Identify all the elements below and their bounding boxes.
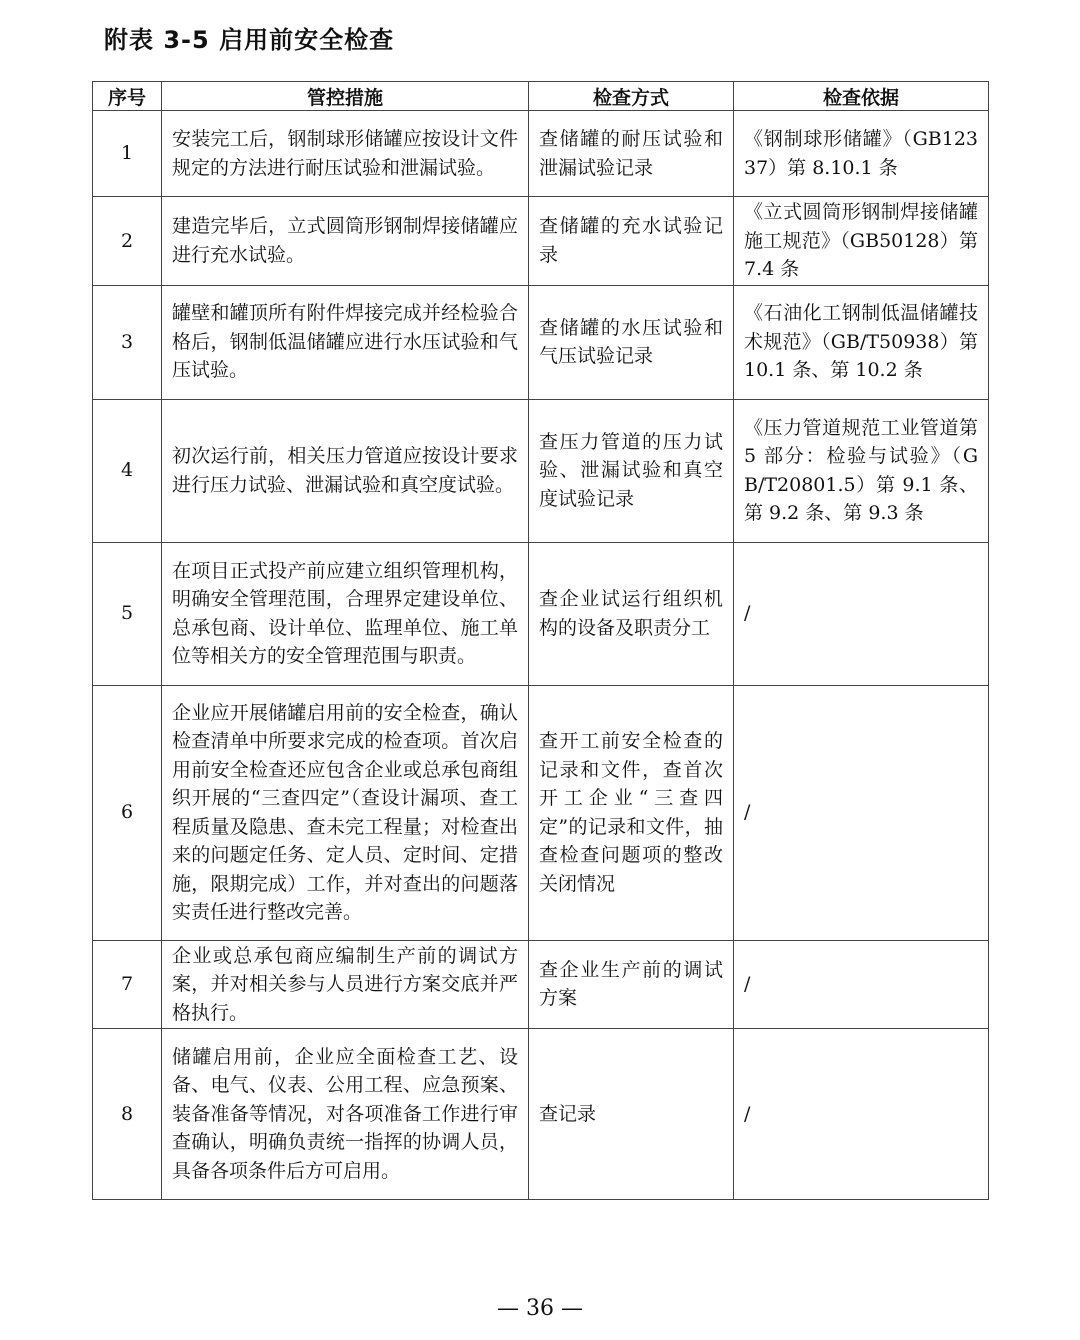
row-number: 1 [93,111,162,197]
check-basis: / [734,542,989,685]
check-method: 查储罐的水压试验和气压试验记录 [529,285,734,399]
table-row [93,197,989,286]
control-measure: 安装完工后，钢制球形储罐应按设计文件规定的方法进行耐压试验和泄漏试验。 [162,111,529,197]
check-basis: 《石油化工钢制低温储罐技术规范》（GB/T50938）第 10.1 条、第 10.2 条 [734,285,989,399]
row-number: 5 [93,542,162,685]
table-row [93,285,989,399]
row-number: 7 [93,940,162,1029]
header-measure: 管控措施 [162,82,529,111]
check-basis: / [734,685,989,940]
check-method: 查企业试运行组织机构的设备及职责分工 [529,542,734,685]
table-row [93,1029,989,1200]
safety-check-table [92,81,989,1200]
control-measure: 企业应开展储罐启用前的安全检查，确认检查清单中所要求完成的检查项。首次启用前安全检查还应包含企业或总承包商组织开展的“三查四定”（查设计漏项、查工程质量及隐患、查未完工程量；对检查出来的问题定任务、定人员、定时间、定措施，限期完成）工作，并对查出的问题落实责任进行整改完善。 [162,685,529,940]
check-method: 查压力管道的压力试验、泄漏试验和真空度试验记录 [529,399,734,542]
table-header-row [93,82,989,111]
check-method: 查储罐的充水试验记录 [529,197,734,286]
check-method: 查开工前安全检查的记录和文件，查首次开工企业“三查四定”的记录和文件，抽查检查问题项的整改关闭情况 [529,685,734,940]
check-method: 查企业生产前的调试方案 [529,940,734,1029]
row-number: 8 [93,1029,162,1200]
check-basis: / [734,1029,989,1200]
page-number: — 36 — [497,1296,583,1321]
control-measure: 罐壁和罐顶所有附件焊接完成并经检验合格后，钢制低温储罐应进行水压试验和气压试验。 [162,285,529,399]
table-row [93,940,989,1029]
header-method: 检查方式 [529,82,734,111]
header-no: 序号 [93,82,162,111]
control-measure: 储罐启用前，企业应全面检查工艺、设备、电气、仪表、公用工程、应急预案、装备准备等情况，对各项准备工作进行审查确认，明确负责统一指挥的协调人员，具备各项条件后方可启用。 [162,1029,529,1200]
row-number: 6 [93,685,162,940]
table-title: 附表 3-5 启用前安全检查 [104,26,395,54]
control-measure: 初次运行前，相关压力管道应按设计要求进行压力试验、泄漏试验和真空度试验。 [162,399,529,542]
row-number: 3 [93,285,162,399]
check-basis: 《钢制球形储罐》（GB12337）第 8.10.1 条 [734,111,989,197]
check-method: 查储罐的耐压试验和泄漏试验记录 [529,111,734,197]
control-measure: 在项目正式投产前应建立组织管理机构，明确安全管理范围，合理界定建设单位、总承包商、设计单位、监理单位、施工单位等相关方的安全管理范围与职责。 [162,542,529,685]
table-row [93,111,989,197]
control-measure: 企业或总承包商应编制生产前的调试方案，并对相关参与人员进行方案交底并严格执行。 [162,940,529,1029]
row-number: 2 [93,197,162,286]
row-number: 4 [93,399,162,542]
header-basis: 检查依据 [734,82,989,111]
table-row [93,542,989,685]
check-basis: 《立式圆筒形钢制焊接储罐施工规范》（GB50128）第 7.4 条 [734,197,989,286]
table-row [93,399,989,542]
control-measure: 建造完毕后，立式圆筒形钢制焊接储罐应进行充水试验。 [162,197,529,286]
check-method: 查记录 [529,1029,734,1200]
check-basis: / [734,940,989,1029]
table-row [93,685,989,940]
check-basis: 《压力管道规范工业管道第 5 部分：检验与试验》（GB/T20801.5）第 9.1 条、第 9.2 条、第 9.3 条 [734,399,989,542]
